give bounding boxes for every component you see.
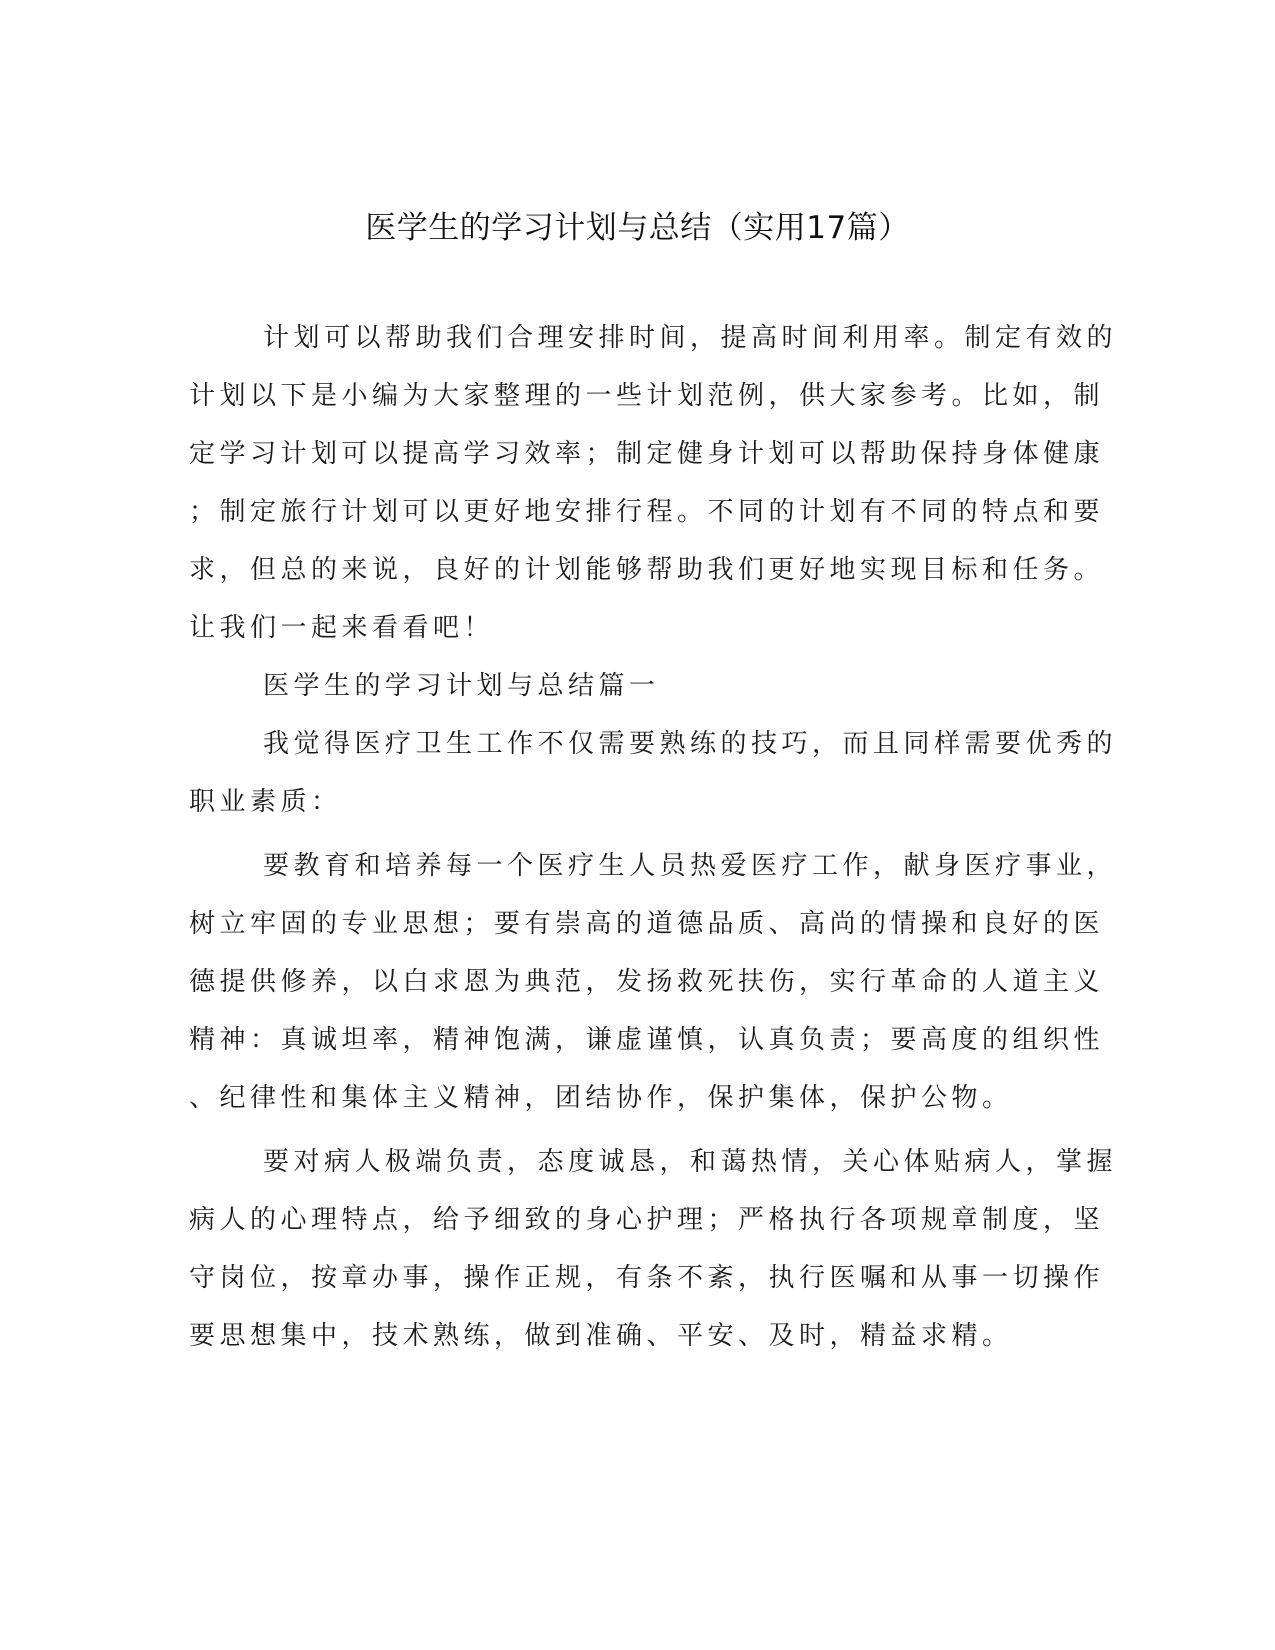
paragraph-line: 、纪律性和集体主义精神，团结协作，保护集体，保护公物。 <box>189 1083 1013 1113</box>
section-heading: 医学生的学习计划与总结篇一 <box>263 671 660 701</box>
paragraph-line: 守岗位，按章办事，操作正规，有条不紊，执行医嘱和从事一切操作 <box>189 1263 1105 1293</box>
paragraph-line: ；制定旅行计划可以更好地安排行程。不同的计划有不同的特点和要 <box>189 497 1105 527</box>
paragraph-line: 要对病人极端负责，态度诚恳，和蔼热情，关心体贴病人，掌握 <box>263 1147 1118 1177</box>
paragraph-line: 我觉得医疗卫生工作不仅需要熟练的技巧，而且同样需要优秀的 <box>263 729 1118 759</box>
paragraph-line: 计划以下是小编为大家整理的一些计划范例，供大家参考。比如，制 <box>189 381 1105 411</box>
paragraph-line: 定学习计划可以提高学习效率；制定健身计划可以帮助保持身体健康 <box>189 439 1105 469</box>
paragraph-line: 职业素质： <box>189 787 342 817</box>
document-title: 医学生的学习计划与总结（实用17篇） <box>365 210 910 246</box>
paragraph-line: 病人的心理特点，给予细致的身心护理；严格执行各项规章制度，坚 <box>189 1205 1105 1235</box>
paragraph-line: 德提供修养，以白求恩为典范，发扬救死扶伤，实行革命的人道主义 <box>189 967 1105 997</box>
paragraph-line: 树立牢固的专业思想；要有崇高的道德品质、高尚的情操和良好的医 <box>189 909 1105 939</box>
paragraph-line: 求，但总的来说，良好的计划能够帮助我们更好地实现目标和任务。 <box>189 555 1105 585</box>
paragraph-line: 计划可以帮助我们合理安排时间，提高时间利用率。制定有效的 <box>263 323 1118 353</box>
paragraph-line: 精神：真诚坦率，精神饱满，谦虚谨慎，认真负责；要高度的组织性 <box>189 1025 1105 1055</box>
paragraph-line: 要教育和培养每一个医疗生人员热爱医疗工作，献身医疗事业， <box>263 851 1118 881</box>
paragraph-line: 要思想集中，技术熟练，做到准确、平安、及时，精益求精。 <box>189 1321 1013 1351</box>
paragraph-line: 让我们一起来看看吧！ <box>189 613 495 643</box>
